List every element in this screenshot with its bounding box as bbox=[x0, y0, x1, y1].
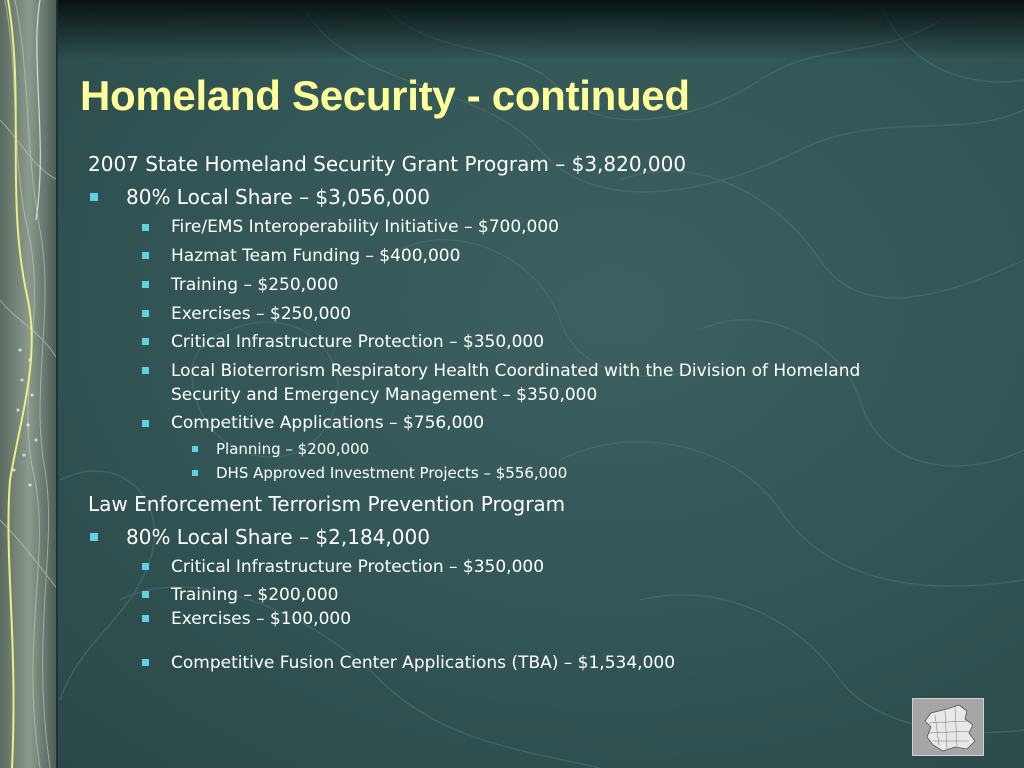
slide-title: Homeland Security - continued bbox=[80, 72, 690, 119]
square-bullet-icon bbox=[142, 563, 149, 570]
regional-map-logo bbox=[912, 698, 984, 756]
square-bullet-icon bbox=[142, 252, 149, 259]
square-bullet-icon bbox=[142, 591, 149, 598]
list-item: Competitive Fusion Center Applications (TBA) – $1,534,000 bbox=[171, 653, 676, 673]
square-bullet-icon bbox=[142, 615, 149, 622]
square-bullet-icon bbox=[142, 367, 149, 374]
sub-list-item: Planning – $200,000 bbox=[216, 440, 370, 458]
square-bullet-icon bbox=[142, 224, 149, 231]
list-item: Exercises – $100,000 bbox=[171, 609, 352, 629]
square-bullet-icon bbox=[142, 659, 149, 666]
square-bullet-icon bbox=[192, 446, 198, 452]
list-item: Critical Infrastructure Protection – $350,000 bbox=[171, 557, 545, 577]
list-item: Critical Infrastructure Protection – $350,000 bbox=[171, 332, 545, 352]
local-share-line: 80% Local Share – $2,184,000 bbox=[126, 525, 430, 549]
list-item: Hazmat Team Funding – $400,000 bbox=[171, 246, 461, 266]
square-bullet-icon bbox=[90, 533, 98, 541]
list-item: Training – $250,000 bbox=[171, 275, 339, 295]
sub-list-item: DHS Approved Investment Projects – $556,000 bbox=[216, 464, 568, 482]
square-bullet-icon bbox=[90, 193, 98, 201]
square-bullet-icon bbox=[142, 420, 149, 427]
top-shadow bbox=[0, 0, 1024, 60]
list-item: Fire/EMS Interoperability Initiative – $700,000 bbox=[171, 217, 559, 237]
list-item: Competitive Applications – $756,000 bbox=[171, 413, 485, 433]
map-photo-strip bbox=[0, 0, 58, 768]
local-share-line: 80% Local Share – $3,056,000 bbox=[126, 185, 430, 209]
square-bullet-icon bbox=[142, 310, 149, 317]
program-heading-state-hsgp: 2007 State Homeland Security Grant Program – $3,820,000 bbox=[88, 152, 687, 176]
program-heading-letpp: Law Enforcement Terrorism Prevention Program bbox=[88, 492, 566, 516]
square-bullet-icon bbox=[192, 470, 198, 476]
list-item: Training – $200,000 bbox=[171, 585, 339, 605]
square-bullet-icon bbox=[142, 281, 149, 288]
square-bullet-icon bbox=[142, 338, 149, 345]
list-item: Local Bioterrorism Respiratory Health Coordinated with the Division of Homeland Security and Emergency Management – $350,000 bbox=[171, 361, 861, 405]
list-item: Exercises – $250,000 bbox=[171, 304, 352, 324]
